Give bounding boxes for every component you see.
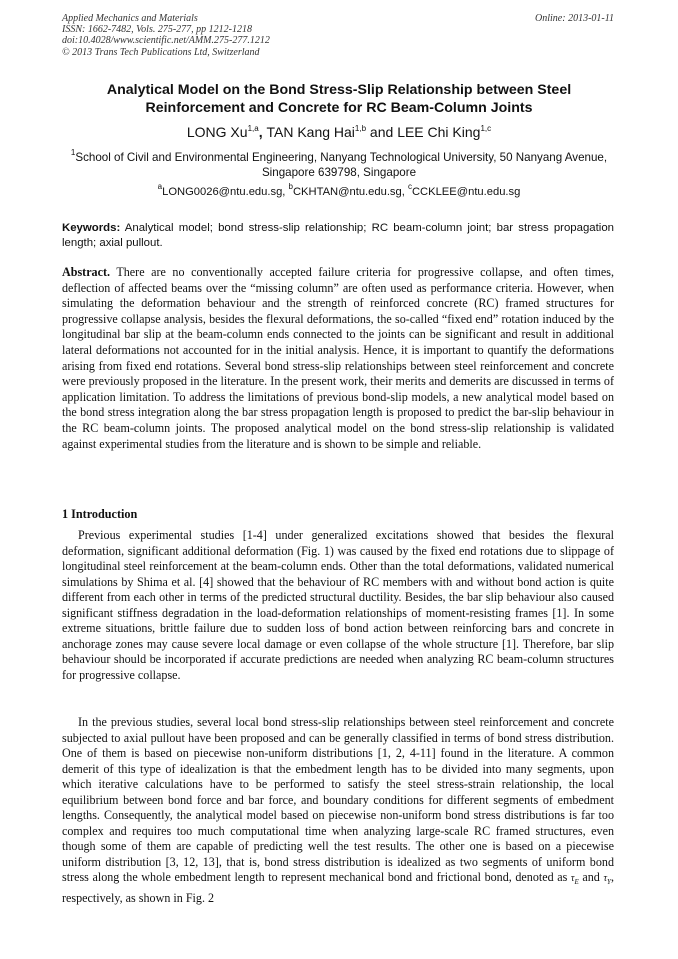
author-name: LEE Chi King — [397, 124, 481, 140]
email-list — [62, 182, 616, 200]
tau-glyph: τ — [570, 873, 575, 884]
email-address[interactable]: LONG0026@ntu.edu.sg — [162, 186, 283, 198]
author-affil-mark: 1,c — [480, 124, 492, 133]
copyright-line: © 2013 Trans Tech Publications Ltd, Switzerland — [62, 46, 260, 58]
journal-header — [62, 13, 382, 58]
author-name: TAN Kang Hai — [266, 124, 355, 140]
keywords-label: Keywords: — [62, 222, 121, 234]
tau-e-symbol — [571, 873, 579, 884]
tau-subscript: E — [574, 878, 579, 886]
online-date: Online: 2013-01-11 — [535, 13, 614, 24]
intro-paragraph-2 — [62, 715, 614, 906]
affiliation — [62, 150, 616, 180]
abstract-text: There are no conventionally accepted failure criteria for progressive collapse, and often times, deflection of affected beams over the “missing column” are often used as performance criteria. However, when simulating the deformation behaviour and the strength of reinforced concrete (RC) framed structures for progressive collapse analysis, besides the flexural deformations, the so-called “fixed end” rotation induced by the longitudinal bar slip at the beam-column ends connected to the joints can be significant and result in additional lateral deformations not accounted for in the initial analysis. Hence, it is important to quantify the deformations arising from fixed end rotations. Several bond stress-slip relationships between steel reinforcement and concrete were previously proposed in the literature. In the present work, their merits and demerits are discussed in terms of application limitation. To address the limitations of previous bond-slip models, a new analytical model based on the bond stress integration along the bar stress propagation length is proposed to predict the bar-slip behaviour in the RC beam-column joints. The proposed analytical model on the bond stress-slip relationship is validated against experimental studies from the literature and is shown to be simple and reliable. — [62, 265, 614, 451]
paragraph-tail: , respectively, as shown in Fig. 2 — [62, 870, 614, 905]
paper-title: Analytical Model on the Bond Stress-Slip Relationship between Steel Reinforcement and Concrete for RC Beam-Column Joints — [106, 82, 572, 116]
author-separator: and — [366, 124, 398, 140]
keywords-text: Analytical model; bond stress-slip relationship; RC beam-column joint; bar stress propagation length; axial pullout. — [62, 222, 614, 249]
tau-y-symbol — [603, 873, 611, 884]
abstract-label: Abstract. — [62, 265, 111, 279]
email-separator: , — [401, 186, 408, 198]
email-mark: a — [157, 182, 163, 191]
abstract — [62, 265, 614, 452]
tau-subscript: Y — [607, 878, 611, 886]
author-affil-mark: 1,b — [354, 124, 367, 133]
section-heading: 1 Introduction — [62, 507, 138, 521]
author-list — [62, 123, 616, 141]
email-mark: c — [407, 182, 412, 191]
author-name: LONG Xu — [186, 124, 248, 140]
paragraph-text: In the previous studies, several local bond stress-slip relationships between steel reinforcement and concrete subjected to axial pullout have been proposed and can be generally classified in terms of bond stress distribution. One of them is based on piecewise non-uniform distributions [1, 2, 4-11] found in the literature. A common demerit of this type of idealization is that the embedment length has to be divided into many segments, upon which iterative calculations have to be performed to satisfy the steel stress-strain relationship, the local equilibrium between bond force and bar force, and boundary conditions for different segments of embedment lengths. Consequently, the analytical model based on piecewise non-uniform bond stress distributions is far too complex and requires too much computational time when analyzing large-scale RC framed structures, even though some of them are capable of predicting well the test results. The other one is based on a piecewise uniform distribution [3, 12, 13], that is, bond stress distribution is idealized as two segments of uniform bond stress along the whole embedment length to represent mechanical bond and frictional bond, denoted as — [62, 715, 614, 884]
affiliation-mark: 1 — [70, 148, 76, 157]
intro-paragraph-1: Previous experimental studies [1-4] under generalized excitations showed that besides the flexural deformation, significant additional deformation (Fig. 1) was caused by the fixed end rotations due to slippage of longitudinal steel reinforcement at the beam-column ends. Other than the total deformations, validated numerical simulations by Shima et al. [4] showed that the behaviour of RC members with and without bond action is quite different from each other in terms of the predicted structural ductility. Besides, the bar slip behaviour also caused significant stiffness degradation in the load-deformation relationships of moment-resisting frames [1]. In some extreme situations, brittle failure due to sudden loss of bond action between reinforcing bars and concrete in anchorage zones may cause severe local damage or even collapse of the whole structure [1]. Therefore, bar slip behaviour should be incorporated if accurate predictions are needed when analyzing RC beam-column structures for progressive collapse. — [62, 528, 614, 682]
author-affil-mark: 1,a — [247, 124, 259, 133]
author-separator: , — [258, 124, 267, 140]
affiliation-text: School of Civil and Environmental Engineering, Nanyang Technological University, 50 Nanyang Avenue, Singapore 639798, Singapore — [75, 151, 608, 179]
email-address[interactable]: CCKLEE@ntu.edu.sg — [411, 186, 521, 198]
email-mark: b — [288, 182, 293, 191]
keywords — [62, 221, 614, 250]
issn-line: ISSN: 1662-7482, Vols. 275-277, pp 1212-1218 — [62, 24, 252, 36]
email-separator: , — [282, 186, 289, 198]
email-address[interactable]: CKHTAN@ntu.edu.sg — [292, 186, 402, 198]
doi-line: doi:10.4028/www.scientific.net/AMM.275-277.1212 — [62, 35, 270, 47]
tau-glyph: τ — [603, 873, 608, 884]
journal-name: Applied Mechanics and Materials — [62, 13, 198, 24]
and-word: and — [582, 870, 600, 884]
